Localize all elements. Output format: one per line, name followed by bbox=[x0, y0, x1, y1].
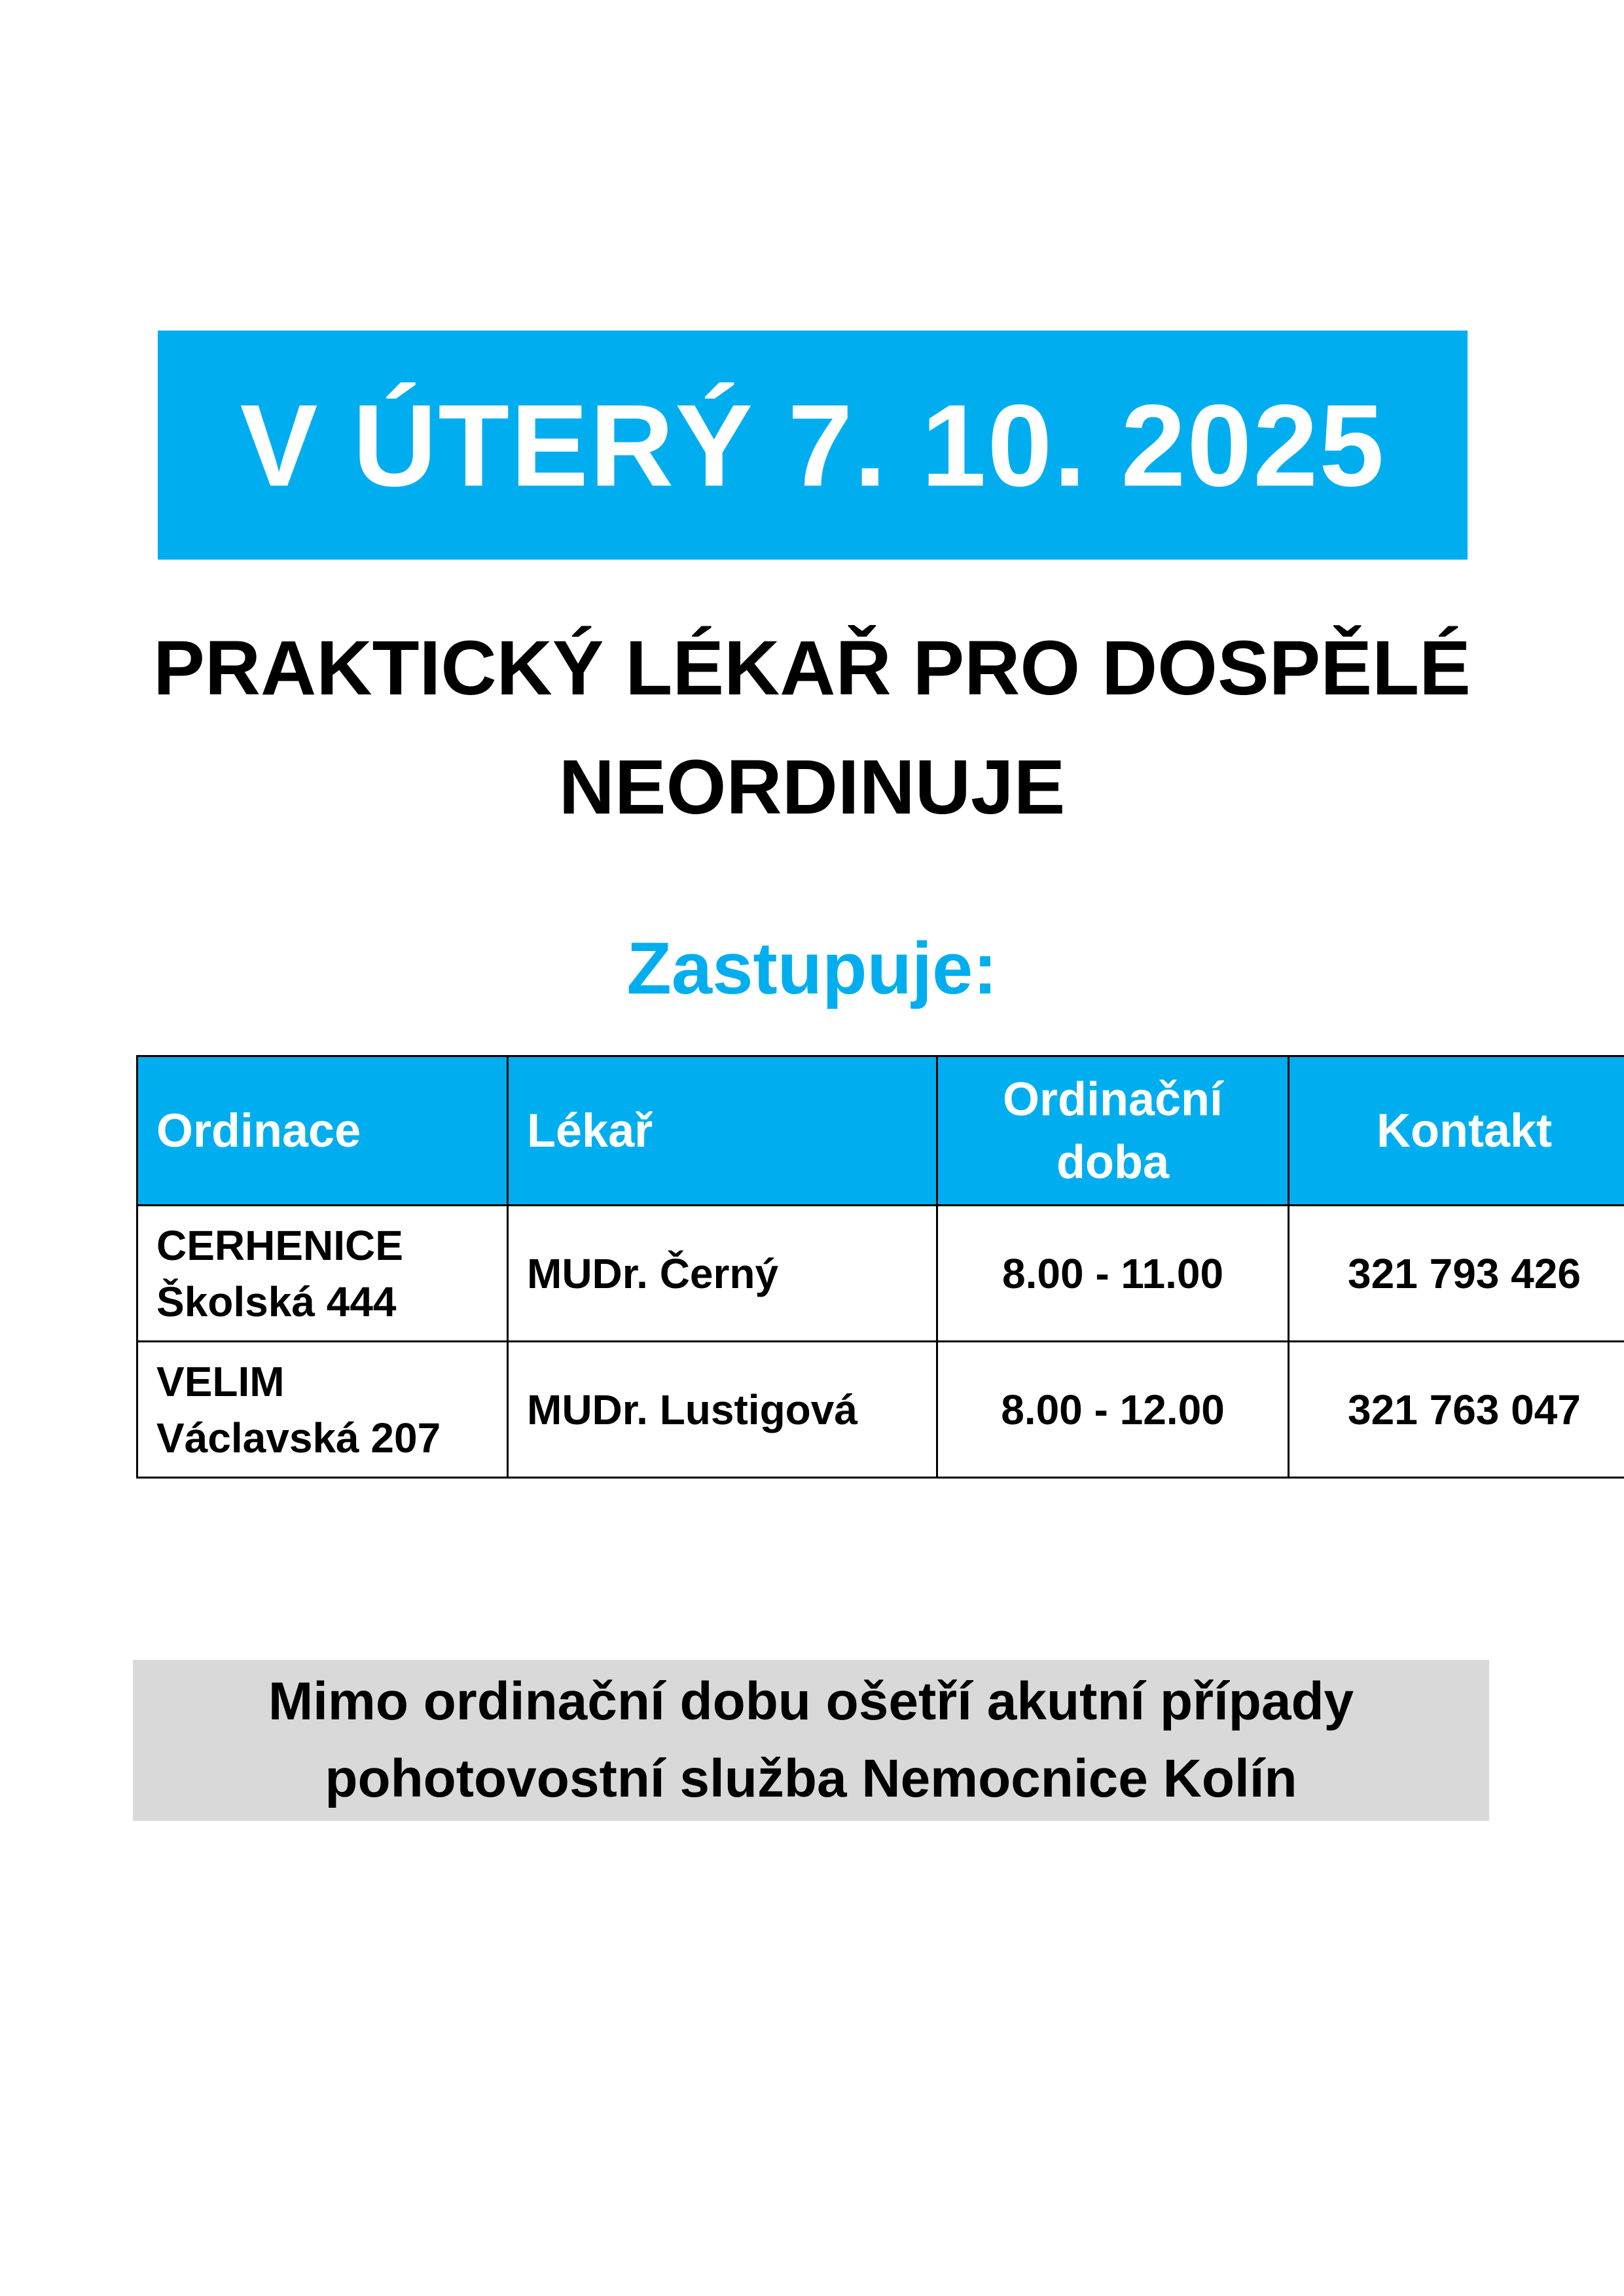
table-row bbox=[137, 1206, 1624, 1342]
table-header-row bbox=[137, 1056, 1624, 1206]
notice-line-1: PRAKTICKÝ LÉKAŘ PRO DOSPĚLÉ bbox=[153, 625, 1471, 711]
ordinace-address: Václavská 207 bbox=[156, 1414, 441, 1462]
cell-phone: 321 763 047 bbox=[1289, 1342, 1624, 1478]
header-lekar: Lékař bbox=[508, 1056, 937, 1206]
ordinace-place: VELIM bbox=[156, 1357, 285, 1405]
cell-ordinace bbox=[137, 1206, 508, 1342]
table-row bbox=[137, 1342, 1624, 1478]
date-heading: V ÚTERÝ 7. 10. 2025 bbox=[240, 380, 1386, 511]
footer-line-1: Mimo ordinační dobu ošetří akutní případy bbox=[268, 1672, 1354, 1731]
cell-doctor: MUDr. Lustigová bbox=[508, 1342, 937, 1478]
substitute-table bbox=[136, 1055, 1624, 1479]
cell-ordinace bbox=[137, 1342, 508, 1478]
substitute-heading: Zastupuje: bbox=[626, 927, 998, 1009]
header-kontakt: Kontakt bbox=[1289, 1056, 1624, 1206]
footer-line-2: pohotovostní služba Nemocnice Kolín bbox=[325, 1749, 1297, 1808]
closure-notice bbox=[0, 609, 1624, 847]
cell-phone: 321 793 426 bbox=[1289, 1206, 1624, 1342]
header-ordinacni-doba bbox=[937, 1056, 1289, 1206]
notice-line-2: NEORDINUJE bbox=[558, 744, 1066, 831]
emergency-service-note bbox=[133, 1660, 1489, 1821]
header-ordinace: Ordinace bbox=[137, 1056, 508, 1206]
cell-hours: 8.00 - 12.00 bbox=[937, 1342, 1289, 1478]
cell-doctor: MUDr. Černý bbox=[508, 1206, 937, 1342]
header-doba-line-1: Ordinační bbox=[1002, 1073, 1223, 1126]
ordinace-place: CERHENICE bbox=[156, 1221, 403, 1269]
header-doba-line-2: doba bbox=[1056, 1136, 1169, 1189]
ordinace-address: Školská 444 bbox=[156, 1278, 397, 1325]
cell-hours: 8.00 - 11.00 bbox=[937, 1206, 1289, 1342]
date-banner bbox=[158, 331, 1468, 560]
